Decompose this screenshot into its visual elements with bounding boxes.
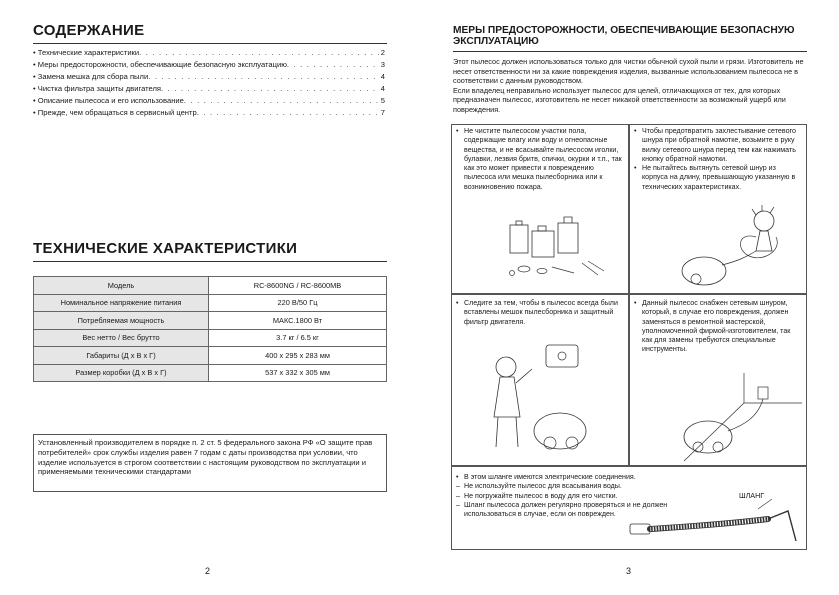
page-number: 3 <box>626 566 632 576</box>
table-row <box>34 277 387 295</box>
warning-box-hose <box>451 466 807 550</box>
table-row <box>34 364 387 382</box>
safety-intro <box>453 57 805 115</box>
warning-text: • В этом шланге имеются электрические соединения. – Не используйте пылесос для всасывания воды. – Не погружайте пылесос в воду для его чистки. – Шланг пылесоса должен регулярно проверяться и не должен использоваться в случае, если он поврежден. <box>456 473 668 519</box>
toc-title: СОДЕРЖАНИЕ <box>33 22 387 39</box>
hose-illustration <box>628 497 807 547</box>
toc-item[interactable]: • Прежде, чем обращаться в сервисный центр . . . 7 <box>33 107 385 119</box>
spec-value: 220 В/50 Гц <box>209 294 387 312</box>
spec-value: RC-8600NG / RC-8600MB <box>209 277 387 295</box>
toc-item[interactable]: • Описание пылесоса и его использование . . . 5 <box>33 95 385 107</box>
toc-page-number: 7 <box>380 108 385 117</box>
warning-text: • Следите за тем, чтобы в пылесос всегда были вставлены мешок пылесборника и защитный фильтр двигателя. <box>456 299 618 326</box>
spec-key: Габариты (Д x В x Г) <box>34 347 209 365</box>
spec-key: Размер коробки (Д x В x Г) <box>34 364 209 382</box>
hazardous-items-illustration <box>502 213 622 283</box>
spec-value: 537 x 332 x 305 мм <box>209 364 387 382</box>
warning-box-liquids <box>451 124 629 294</box>
spec-table <box>33 276 387 382</box>
toc-item[interactable]: • Меры предосторожности, обеспечивающие безопасную эксплуатацию . . . 3 <box>33 59 385 71</box>
hose-label: ШЛАНГ <box>739 491 765 500</box>
warning-text: • Данный пылесос снабжен сетевым шнуром, который, в случае его повреждения, должен заменяться в ремонтной мастерской, уполномоченной фирмой-изготовителем, так как для замены требуются специальные инструменты. <box>634 299 791 354</box>
spec-value: 400 x 295 x 283 мм <box>209 347 387 365</box>
vacuum-near-outlet-illustration <box>674 373 804 463</box>
spec-key: Потребляемая мощность <box>34 312 209 330</box>
spec-value: МАКС.1800 Вт <box>209 312 387 330</box>
toc-page-number: 4 <box>380 72 385 81</box>
spec-value: 3.7 кг / 6.5 кг <box>209 329 387 347</box>
warning-text: • Не чистите пылесосом участки пола, содержащие влагу или воду и огнеопасные вещества, и не всасывайте пылесосом иголки, булавки, лезвия бритв, спички, окурки и т.п., так как это может привести к повреждению пылесоса или мешка пылесборника или к возникновению пожара. <box>456 127 622 191</box>
toc-page-number: 5 <box>380 96 385 105</box>
toc-item[interactable]: • Замена мешка для сбора пыли . . . 4 <box>33 71 385 83</box>
warranty-notice: Установленный производителем в порядке п. 2 ст. 5 федерального закона РФ «О защите прав потребителей» срок службы изделия равен 7 годам с даты производства при условии, что изделие используется в строгом соответствии с настоящим руководством по эксплуатации и применяемыми техническими стандартами <box>33 434 387 492</box>
woman-with-vacuum-illustration <box>476 339 606 459</box>
table-row <box>34 329 387 347</box>
table-row <box>34 347 387 365</box>
warning-box-cord-rewind <box>629 124 807 294</box>
intro-paragraph: Если владелец неправильно использует пылесос для целей, отличающихся от тех, для которых предназначен пылесос, изготовитель не несет никакой ответственности за возможный ущерб или повреждения. <box>453 85 786 114</box>
intro-paragraph: Этот пылесос должен использоваться только для чистки обычной сухой пыли и грязи. Изготовитель не несет ответственности ни за какие повреждения изделия, вызванные использованием пылесоса не в соответствии с данным руководством. <box>453 57 804 86</box>
warning-box-bag-filter <box>451 294 629 466</box>
table-row <box>34 312 387 330</box>
table-of-contents <box>33 47 385 119</box>
spec-key: Номинальное напряжение питания <box>34 294 209 312</box>
warning-text: • Чтобы предотвратить захлестывание сетевого шнура при обратной намотке, возьмите в руку вилку сетевого шнура перед тем как нажимать кнопку обратной намотки. • Не пытайтесь вытянуть сетевой шнур из корпуса на длину, превышающую указанную в технических характеристиках. <box>634 127 796 191</box>
toc-item[interactable]: • Чистка фильтра защиты двигателя . . . 4 <box>33 83 385 95</box>
toc-page-number: 2 <box>380 48 385 57</box>
table-row <box>34 294 387 312</box>
toc-page-number: 3 <box>380 60 385 69</box>
spec-title: ТЕХНИЧЕСКИЕ ХАРАКТЕРИСТИКИ <box>33 240 387 257</box>
spec-key: Модель <box>34 277 209 295</box>
toc-item[interactable]: • Технические характеристики . . . 2 <box>33 47 385 59</box>
toc-page-number: 4 <box>380 84 385 93</box>
page-number: 2 <box>205 566 211 576</box>
spec-key: Вес нетто / Вес брутто <box>34 329 209 347</box>
safety-title: МЕРЫ ПРЕДОСТОРОЖНОСТИ, ОБЕСПЕЧИВАЮЩИЕ БЕЗОПАСНУЮ ЭКСПЛУАТАЦИЮ <box>453 25 807 47</box>
cord-tangle-illustration <box>676 201 806 291</box>
warning-box-cord-replacement <box>629 294 807 466</box>
